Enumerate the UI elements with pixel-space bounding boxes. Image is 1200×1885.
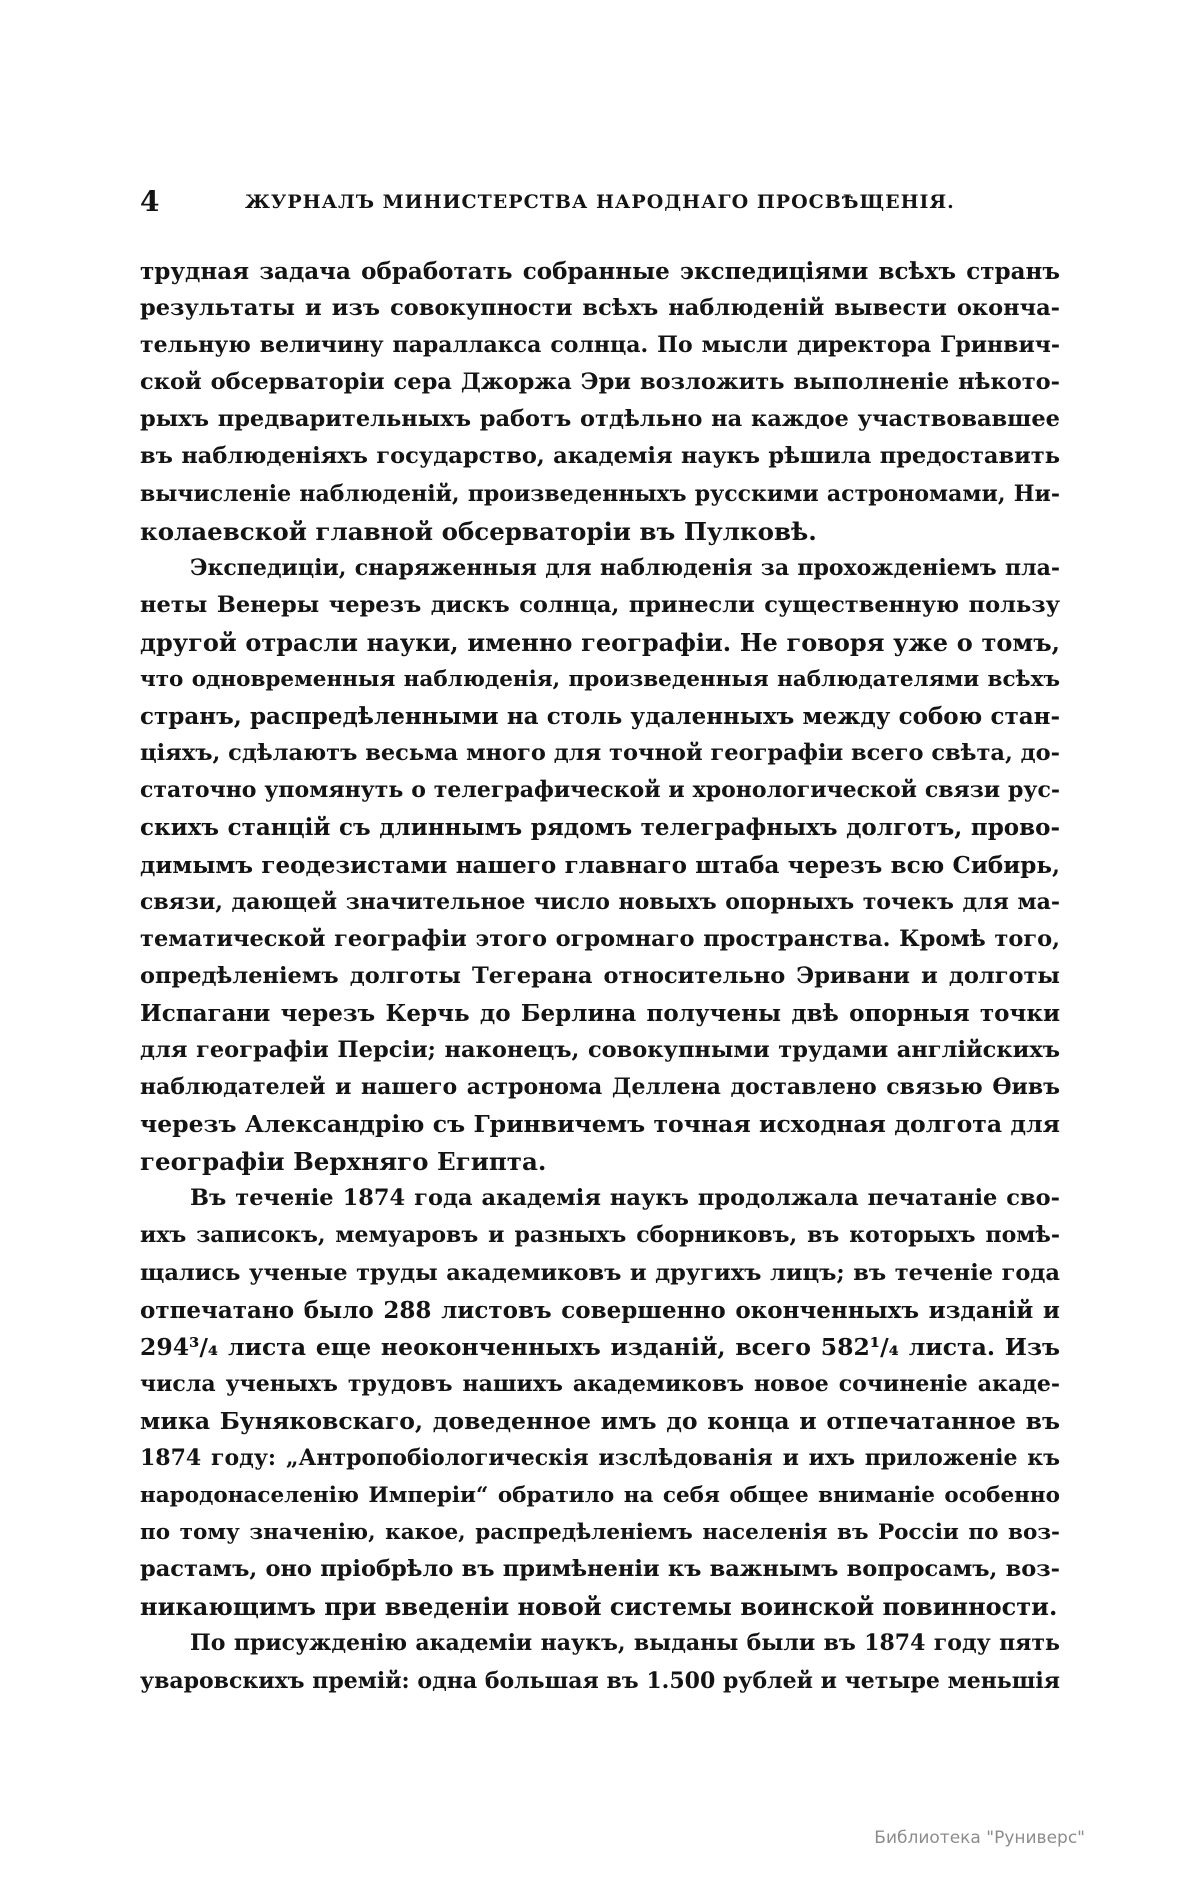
page-number: 4 [140, 185, 160, 218]
text-line: что одновременныя наблюденія, произведенныя наблюдателями всѣхъ [140, 667, 1060, 693]
text-line: неты Венеры черезъ дискъ солнца, принесли существенную пользу [140, 591, 1060, 618]
text-line: трудная задача обработать собранные экспедиціями всѣхъ странъ [140, 258, 1060, 285]
text-line: Испагани черезъ Керчь до Берлина получены двѣ опорныя точки [140, 999, 1060, 1027]
text-line: колаевской главной обсерваторіи въ Пулковѣ. [140, 516, 817, 546]
text-line: ской обсерваторіи сера Джоржа Эри возложить выполненіе нѣкото- [140, 369, 1060, 396]
text-line: результаты и изъ совокупности всѣхъ наблюденій вывести оконча- [140, 295, 1060, 322]
text-line: другой отрасли науки, именно географіи. Не говоря уже о томъ, [140, 627, 1060, 657]
text-line: тельную величину параллакса солнца. По мысли директора Гринвич- [140, 332, 1060, 359]
running-title: ЖУРНАЛЪ МИНИСТЕРСТВА НАРОДНАГО ПРОСВѢЩЕНІЯ. [245, 191, 955, 213]
text-line: въ наблюденіяхъ государство, академія наукъ рѣшила предоставить [140, 443, 1060, 470]
body-text [140, 253, 1060, 1700]
text-line: димымъ геодезистами нашего главнаго штаба черезъ всю Сибирь, [140, 851, 1060, 879]
text-line: тематической географіи этого огромнаго пространства. Кромѣ того, [140, 925, 1060, 952]
text-line: отпечатано было 288 листовъ совершенно оконченныхъ изданій и [140, 1296, 1060, 1324]
text-line: черезъ Александрію съ Гринвичемъ точная исходная долгота для [140, 1110, 1060, 1139]
text-line: Экспедиціи, снаряженныя для наблюденія за прохожденіемъ пла- [190, 554, 1060, 581]
text-line: вычисленіе наблюденій, произведенныхъ русскими астрономами, Ни- [140, 480, 1060, 507]
text-line: растамъ, оно пріобрѣло въ примѣненіи къ важнымъ вопросамъ, воз- [140, 1556, 1060, 1583]
text-line: Въ теченіе 1874 года академія наукъ продолжала печатаніе сво- [190, 1185, 1060, 1212]
text-line: ихъ записокъ, мемуаровъ и разныхъ сборниковъ, въ которыхъ помѣ- [140, 1222, 1060, 1249]
paragraph [140, 1180, 1060, 1625]
paragraph [140, 1625, 1060, 1699]
text-line: рыхъ предварительныхъ работъ отдѣльно на каждое участвовавшее [140, 406, 1060, 433]
text-line: мика Буняковскаго, доведенное имъ до конца и отпечатанное въ [140, 1406, 1060, 1435]
text-line: ціяхъ, сдѣлаютъ весьма много для точной географіи всего свѣта, до- [140, 740, 1060, 767]
text-line: числа ученыхъ трудовъ нашихъ академиковъ новое сочиненіе акаде- [140, 1370, 1060, 1397]
text-line: скихъ станцій съ длиннымъ рядомъ телеграфныхъ долготъ, прово- [140, 814, 1060, 842]
page-header [140, 185, 1060, 225]
text-line: никающимъ при введеніи новой системы воинской повинности. [140, 1592, 1058, 1622]
text-line: наблюдателей и нашего астронома Деллена доставлено связью Ѳивъ [140, 1074, 1060, 1101]
text-line: По присужденію академіи наукъ, выданы были въ 1874 году пять [190, 1630, 1060, 1657]
text-line: странъ, распредѣленными на столь удаленныхъ между собою стан- [140, 703, 1060, 731]
paragraph [140, 253, 1060, 550]
text-line: 1874 году: „Антропобіологическія изслѣдованія и ихъ приложеніе къ [140, 1445, 1060, 1471]
library-watermark: Библиотека "Руниверс" [874, 1828, 1085, 1848]
text-line: 294³/₄ листа еще неоконченныхъ изданій, всего 582¹/₄ листа. Изъ [140, 1332, 1060, 1361]
text-line: для географіи Персіи; наконецъ, совокупными трудами англійскихъ [140, 1036, 1060, 1063]
text-line: уваровскихъ премій: одна большая въ 1.500 рублей и четыре меньшія [140, 1667, 1060, 1694]
text-line: по тому значенію, какое, распредѣленіемъ населенія въ Россіи по воз- [140, 1520, 1060, 1546]
text-line: опредѣленіемъ долготы Тегерана относительно Эривани и долготы [140, 962, 1060, 989]
text-line: щались ученые труды академиковъ и другихъ лицъ; въ теченіе года [140, 1259, 1060, 1286]
text-line: статочно упомянуть о телеграфической и хронологической связи рус- [140, 777, 1060, 804]
paragraph [140, 550, 1060, 1181]
text-line: народонаселенію Имперіи“ обратило на себя общее вниманіе особенно [140, 1483, 1060, 1509]
text-line: географіи Верхняго Египта. [140, 1147, 547, 1177]
text-line: связи, дающей значительное число новыхъ опорныхъ точекъ для ма- [140, 888, 1060, 915]
